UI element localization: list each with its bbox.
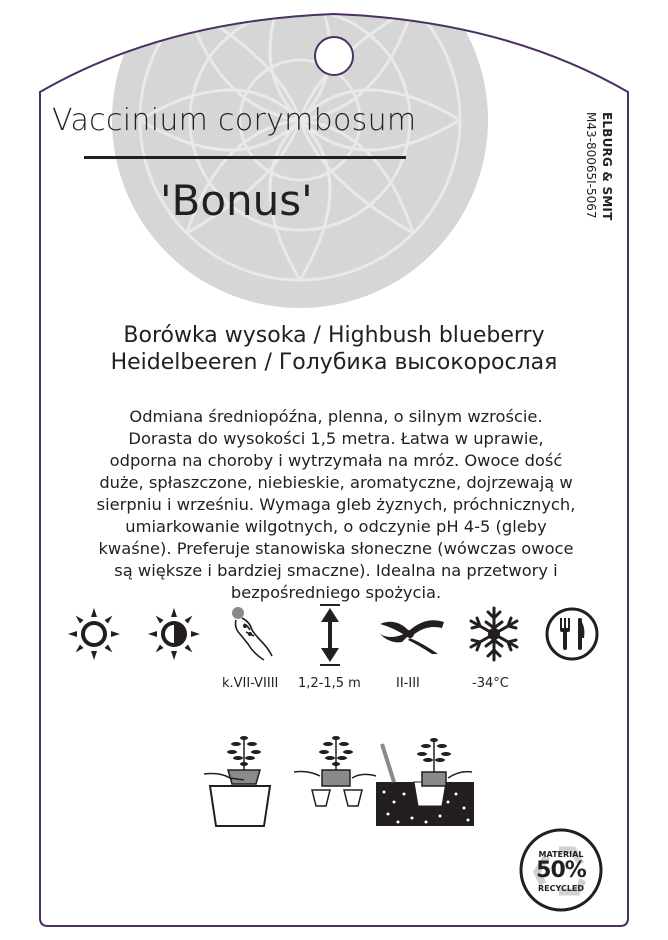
full-sun-icon: [68, 608, 120, 660]
harvest-hand-icon: [228, 604, 274, 664]
planting-step-2-icon: [294, 736, 376, 806]
snowflake-icon: [466, 606, 522, 662]
common-names-line-1: Borówka wysoka / Highbush blueberry: [123, 323, 545, 348]
hang-hole: [315, 37, 353, 75]
planting-instructions: [200, 732, 476, 828]
ornament-background: [112, 0, 488, 308]
badge-bottom-text: RECYCLED: [537, 884, 585, 893]
care-icons-row: [0, 600, 668, 700]
recycled-material-badge: [519, 828, 603, 912]
title-divider: [84, 156, 406, 159]
description: Odmiana średniopóźna, plenna, o silnym wzroście. Dorasta do wysokości 1,5 metra. Łatwa w uprawie, odporna na choroby i wytrzymała na mróz. Owoce dość duże, spłaszczone, niebieskie, aromatyczne, dojrzewają w sierpniu i wrześniu. Wymaga gleb żyznych, próchnicznych, umiarkowanie wilgotnych, o odczynie pH 4-5 (gleby kwaśne). Preferuje stanowiska słoneczne (wówczas owoce są większe i bardziej smaczne). Idealna na przetwory i bezpośredniego spożycia.: [96, 407, 576, 602]
common-names-line-2: Heidelbeeren / Голубика высокорослая: [110, 350, 558, 375]
height-arrow-icon: [318, 604, 342, 666]
badge-top-text: MATERIAL: [538, 850, 584, 859]
edible-cutlery-icon: [544, 606, 600, 662]
latin-name: Vaccinium corymbosum: [52, 103, 417, 138]
planting-step-1-icon: [204, 736, 270, 826]
brand-name: ELBURG & SMIT: [600, 112, 614, 221]
half-shade-icon: [148, 608, 200, 660]
brand-block: [584, 112, 614, 242]
pruning-shears-icon: [380, 614, 446, 654]
product-code: M43-80065I-5067: [584, 112, 598, 219]
height-label: 1,2-1,5 m: [298, 676, 361, 691]
common-names: [0, 322, 668, 376]
badge-percent: 50%: [536, 858, 586, 883]
frost-hardiness-label: -34°C: [472, 676, 509, 691]
planting-step-3-icon: [376, 738, 474, 826]
cultivar-name: 'Bonus': [160, 176, 313, 225]
pruning-period-label: II-III: [396, 676, 420, 691]
harvest-period-label: k.VII-VIIII: [222, 676, 279, 691]
